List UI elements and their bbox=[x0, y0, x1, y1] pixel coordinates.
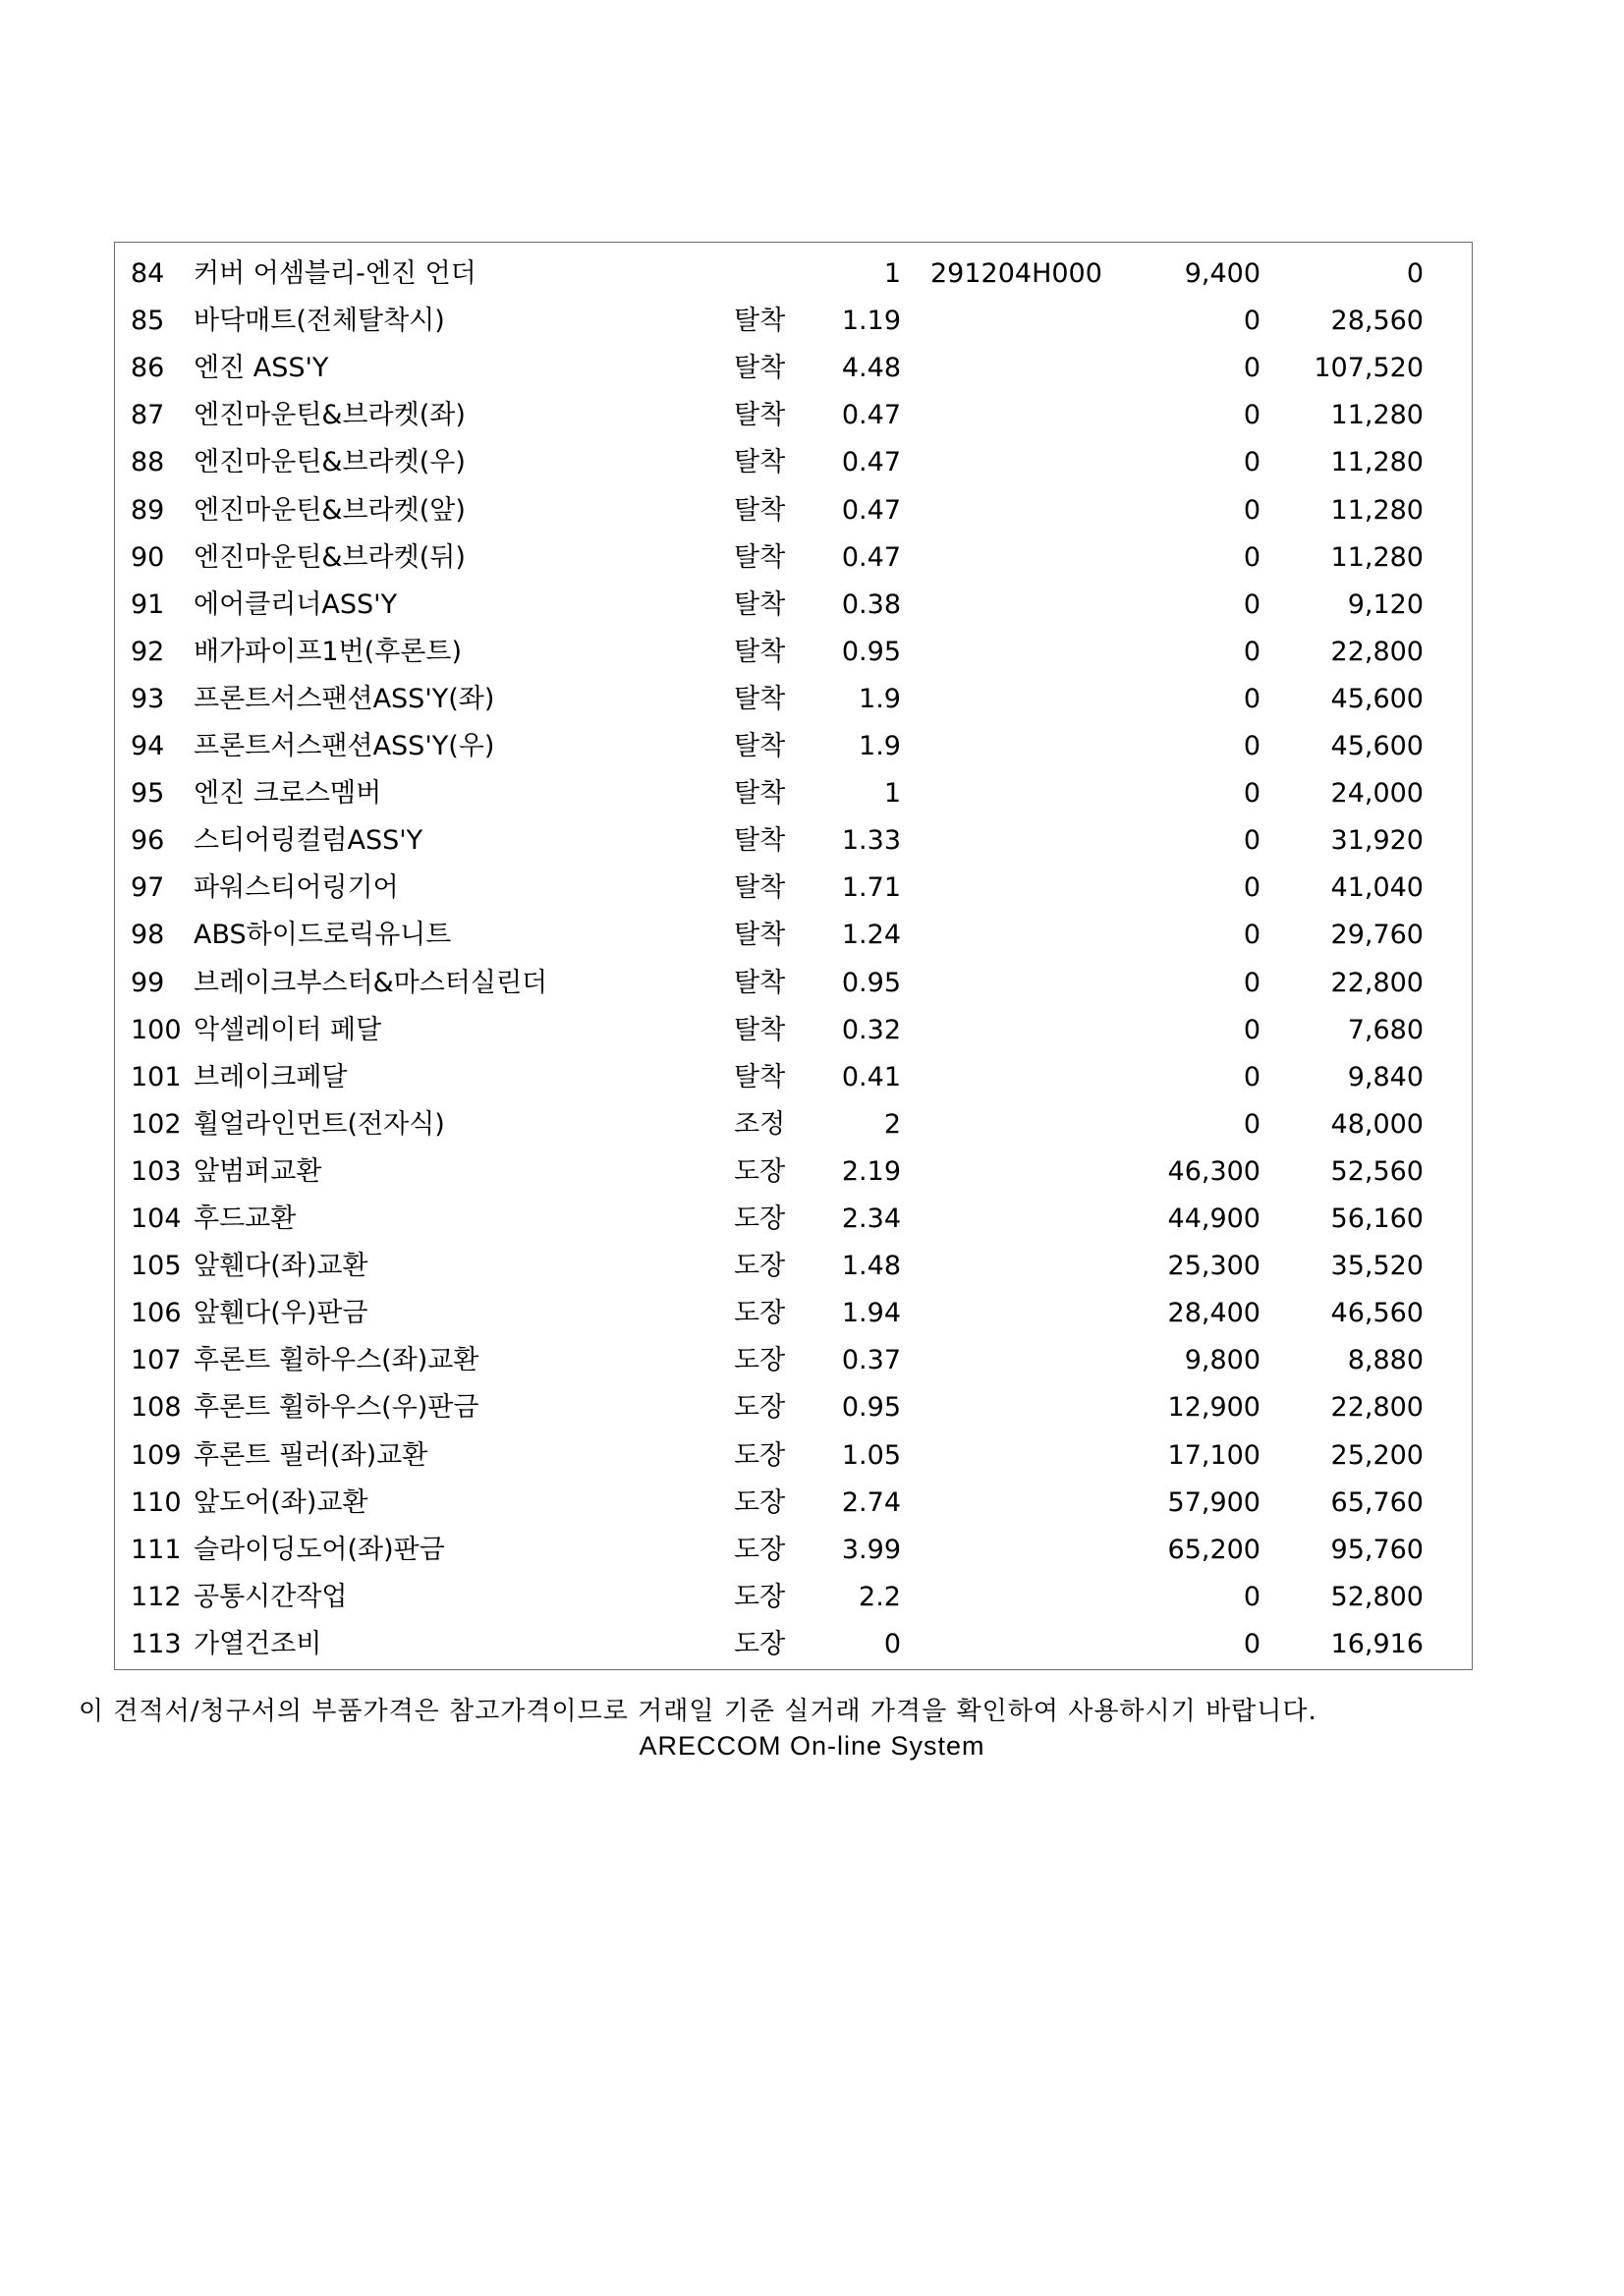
part-code bbox=[930, 1574, 1127, 1621]
part-code bbox=[930, 1196, 1127, 1243]
table-row bbox=[115, 1196, 1474, 1243]
row-number: 86 bbox=[131, 353, 165, 384]
part-price: 0 bbox=[1243, 588, 1260, 620]
part-price: 44,900 bbox=[1167, 1204, 1260, 1234]
part-price: 0 bbox=[1243, 636, 1260, 667]
table-row bbox=[115, 1007, 1474, 1054]
item-name: 브레이크페달 bbox=[194, 1061, 348, 1092]
part-price: 28,400 bbox=[1167, 1298, 1260, 1329]
item-name: 가열건조비 bbox=[194, 1628, 322, 1659]
work-type bbox=[734, 251, 812, 298]
item-name: 스티어링컬럼ASS'Y bbox=[194, 825, 423, 857]
table-row bbox=[115, 1527, 1474, 1574]
labor-cost: 25,200 bbox=[1330, 1439, 1424, 1471]
part-price: 0 bbox=[1243, 400, 1260, 431]
work-type: 탈착 bbox=[734, 683, 786, 714]
table-row bbox=[115, 817, 1474, 865]
work-type: 탈착 bbox=[734, 872, 786, 904]
quantity: 1.24 bbox=[841, 920, 901, 951]
row-number: 89 bbox=[131, 494, 165, 526]
labor-cost: 22,800 bbox=[1330, 636, 1424, 667]
part-price: 0 bbox=[1243, 494, 1260, 526]
table-row bbox=[115, 1243, 1474, 1290]
quantity: 1.71 bbox=[841, 872, 901, 904]
quantity: 1.94 bbox=[841, 1298, 901, 1329]
quantity: 0.47 bbox=[841, 447, 901, 478]
quantity: 1.9 bbox=[859, 731, 901, 761]
table-row bbox=[115, 582, 1474, 629]
part-price: 0 bbox=[1243, 447, 1260, 478]
labor-cost: 56,160 bbox=[1330, 1204, 1424, 1234]
item-name: 앞도어(좌)교환 bbox=[194, 1486, 368, 1518]
part-price: 0 bbox=[1243, 825, 1260, 857]
part-price: 17,100 bbox=[1167, 1439, 1260, 1471]
part-price: 0 bbox=[1243, 920, 1260, 951]
table-row bbox=[115, 629, 1474, 676]
work-type: 탈착 bbox=[734, 1014, 786, 1045]
table-row bbox=[115, 345, 1474, 392]
work-type: 탈착 bbox=[734, 920, 786, 951]
labor-cost: 45,600 bbox=[1330, 683, 1424, 714]
part-code bbox=[930, 865, 1127, 912]
row-number: 109 bbox=[131, 1439, 182, 1471]
part-code bbox=[930, 817, 1127, 865]
quantity: 0.38 bbox=[841, 588, 901, 620]
labor-cost: 11,280 bbox=[1330, 541, 1424, 573]
table-row bbox=[115, 1101, 1474, 1148]
labor-cost: 29,760 bbox=[1330, 920, 1424, 951]
part-price: 9,400 bbox=[1184, 258, 1260, 289]
labor-cost: 41,040 bbox=[1330, 872, 1424, 904]
table-row bbox=[115, 534, 1474, 582]
item-name: 에어클리너ASS'Y bbox=[194, 588, 398, 620]
quantity: 0.95 bbox=[841, 1392, 901, 1424]
labor-cost: 52,560 bbox=[1330, 1155, 1424, 1187]
part-price: 0 bbox=[1243, 353, 1260, 384]
part-price: 0 bbox=[1243, 778, 1260, 810]
part-price: 0 bbox=[1243, 1628, 1260, 1659]
labor-cost: 31,920 bbox=[1330, 825, 1424, 857]
quantity: 0.47 bbox=[841, 494, 901, 526]
table-row bbox=[115, 1574, 1474, 1621]
row-number: 110 bbox=[131, 1486, 182, 1518]
item-name: 엔진 ASS'Y bbox=[194, 353, 329, 384]
work-type: 탈착 bbox=[734, 306, 786, 337]
quantity: 1.9 bbox=[859, 683, 901, 714]
quantity: 1.48 bbox=[841, 1251, 901, 1282]
row-number: 106 bbox=[131, 1298, 182, 1329]
row-number: 84 bbox=[131, 258, 165, 289]
table-row bbox=[115, 723, 1474, 770]
quantity: 1.19 bbox=[841, 306, 901, 337]
work-type: 탈착 bbox=[734, 731, 786, 761]
labor-cost: 28,560 bbox=[1330, 306, 1424, 337]
labor-cost: 35,520 bbox=[1330, 1251, 1424, 1282]
work-type: 도장 bbox=[734, 1628, 786, 1659]
table-row bbox=[115, 439, 1474, 486]
part-price: 9,800 bbox=[1184, 1345, 1260, 1376]
part-code bbox=[930, 1243, 1127, 1290]
part-code bbox=[930, 676, 1127, 723]
item-name: 후드교환 bbox=[194, 1204, 297, 1234]
row-number: 92 bbox=[131, 636, 165, 667]
part-code bbox=[930, 534, 1127, 582]
item-name: 엔진 크로스멤버 bbox=[194, 778, 382, 810]
price-disclaimer: 이 견적서/청구서의 부품가격은 참고가격이므로 거래일 기준 실거래 가격을 확인하여 사용하시기 바랍니다. bbox=[79, 1697, 1317, 1726]
labor-cost: 107,520 bbox=[1314, 353, 1424, 384]
part-code bbox=[930, 960, 1127, 1007]
row-number: 107 bbox=[131, 1345, 182, 1376]
part-code bbox=[930, 487, 1127, 534]
quantity: 2.2 bbox=[859, 1581, 901, 1612]
work-type: 탈착 bbox=[734, 1061, 786, 1092]
quantity: 0 bbox=[883, 1628, 901, 1659]
work-type: 도장 bbox=[734, 1345, 786, 1376]
row-number: 85 bbox=[131, 306, 165, 337]
row-number: 112 bbox=[131, 1581, 182, 1612]
work-type: 도장 bbox=[734, 1581, 786, 1612]
item-name: 앞휀다(우)판금 bbox=[194, 1298, 368, 1329]
part-code bbox=[930, 629, 1127, 676]
quantity: 1 bbox=[883, 778, 901, 810]
quantity: 1.33 bbox=[841, 825, 901, 857]
table-row bbox=[115, 487, 1474, 534]
part-price: 0 bbox=[1243, 731, 1260, 761]
item-name: 브레이크부스터&마스터실린더 bbox=[194, 967, 548, 998]
part-code bbox=[930, 1337, 1127, 1384]
part-price: 0 bbox=[1243, 541, 1260, 573]
row-number: 87 bbox=[131, 400, 165, 431]
table-row bbox=[115, 1337, 1474, 1384]
work-type: 도장 bbox=[734, 1204, 786, 1234]
item-name: 엔진마운틴&브라켓(좌) bbox=[194, 400, 466, 431]
quantity: 2.19 bbox=[841, 1155, 901, 1187]
row-number: 98 bbox=[131, 920, 165, 951]
part-code bbox=[930, 582, 1127, 629]
quantity: 0.47 bbox=[841, 400, 901, 431]
work-type: 탈착 bbox=[734, 400, 786, 431]
part-price: 0 bbox=[1243, 683, 1260, 714]
work-type: 도장 bbox=[734, 1392, 786, 1424]
quantity: 0.95 bbox=[841, 967, 901, 998]
labor-cost: 22,800 bbox=[1330, 1392, 1424, 1424]
table-row bbox=[115, 1054, 1474, 1101]
part-code bbox=[930, 1432, 1127, 1480]
part-price: 0 bbox=[1243, 872, 1260, 904]
labor-cost: 11,280 bbox=[1330, 494, 1424, 526]
row-number: 93 bbox=[131, 683, 165, 714]
labor-cost: 16,916 bbox=[1330, 1628, 1424, 1659]
labor-cost: 46,560 bbox=[1330, 1298, 1424, 1329]
item-name: 후론트 휠하우스(우)판금 bbox=[194, 1392, 479, 1424]
part-price: 0 bbox=[1243, 1061, 1260, 1092]
part-code bbox=[930, 345, 1127, 392]
table-row bbox=[115, 912, 1474, 959]
quantity: 0.41 bbox=[841, 1061, 901, 1092]
row-number: 88 bbox=[131, 447, 165, 478]
item-name: 바닥매트(전체탈착시) bbox=[194, 306, 445, 337]
labor-cost: 45,600 bbox=[1330, 731, 1424, 761]
part-code bbox=[930, 392, 1127, 439]
table-row bbox=[115, 298, 1474, 345]
part-code bbox=[930, 723, 1127, 770]
row-number: 94 bbox=[131, 731, 165, 761]
part-code bbox=[930, 439, 1127, 486]
part-price: 25,300 bbox=[1167, 1251, 1260, 1282]
row-number: 99 bbox=[131, 967, 165, 998]
work-type: 탈착 bbox=[734, 636, 786, 667]
item-name: 파워스티어링기어 bbox=[194, 872, 399, 904]
quantity: 2.74 bbox=[841, 1486, 901, 1518]
part-code bbox=[930, 1384, 1127, 1431]
work-type: 조정 bbox=[734, 1108, 786, 1140]
labor-cost: 11,280 bbox=[1330, 447, 1424, 478]
part-price: 0 bbox=[1243, 1108, 1260, 1140]
part-price: 0 bbox=[1243, 1014, 1260, 1045]
row-number: 90 bbox=[131, 541, 165, 573]
work-type: 탈착 bbox=[734, 353, 786, 384]
item-name: 후론트 필러(좌)교환 bbox=[194, 1439, 428, 1471]
part-price: 57,900 bbox=[1167, 1486, 1260, 1518]
item-name: ABS하이드로릭유니트 bbox=[194, 920, 452, 951]
table-row bbox=[115, 1480, 1474, 1527]
quantity: 4.48 bbox=[841, 353, 901, 384]
row-number: 97 bbox=[131, 872, 165, 904]
row-number: 102 bbox=[131, 1108, 182, 1140]
quantity: 0.95 bbox=[841, 636, 901, 667]
labor-cost: 9,120 bbox=[1347, 588, 1424, 620]
part-code bbox=[930, 298, 1127, 345]
row-number: 95 bbox=[131, 778, 165, 810]
quantity: 1.05 bbox=[841, 1439, 901, 1471]
part-code: 291204H000 bbox=[930, 258, 1102, 289]
item-name: 엔진마운틴&브라켓(우) bbox=[194, 447, 466, 478]
work-type: 탈착 bbox=[734, 825, 786, 857]
part-code bbox=[930, 1480, 1127, 1527]
table-row bbox=[115, 865, 1474, 912]
item-name: 공통시간작업 bbox=[194, 1581, 348, 1612]
table-row bbox=[115, 960, 1474, 1007]
labor-cost: 24,000 bbox=[1330, 778, 1424, 810]
work-type: 도장 bbox=[734, 1534, 786, 1565]
part-price: 0 bbox=[1243, 1581, 1260, 1612]
work-type: 탈착 bbox=[734, 447, 786, 478]
part-code bbox=[930, 1527, 1127, 1574]
table-row bbox=[115, 770, 1474, 817]
part-code bbox=[930, 1621, 1127, 1668]
row-number: 91 bbox=[131, 588, 165, 620]
work-type: 탈착 bbox=[734, 541, 786, 573]
work-type: 탈착 bbox=[734, 588, 786, 620]
part-price: 65,200 bbox=[1167, 1534, 1260, 1565]
row-number: 103 bbox=[131, 1155, 182, 1187]
work-type: 도장 bbox=[734, 1486, 786, 1518]
item-name: 프론트서스팬션ASS'Y(우) bbox=[194, 731, 495, 761]
labor-cost: 0 bbox=[1406, 258, 1424, 289]
part-price: 46,300 bbox=[1167, 1155, 1260, 1187]
work-type: 도장 bbox=[734, 1251, 786, 1282]
labor-cost: 95,760 bbox=[1330, 1534, 1424, 1565]
row-number: 108 bbox=[131, 1392, 182, 1424]
table-row bbox=[115, 1621, 1474, 1668]
labor-cost: 65,760 bbox=[1330, 1486, 1424, 1518]
item-name: 후론트 휠하우스(좌)교환 bbox=[194, 1345, 479, 1376]
row-number: 104 bbox=[131, 1204, 182, 1234]
row-number: 113 bbox=[131, 1628, 182, 1659]
part-code bbox=[930, 1290, 1127, 1337]
table-row bbox=[115, 1148, 1474, 1196]
quantity: 2.34 bbox=[841, 1204, 901, 1234]
part-price: 12,900 bbox=[1167, 1392, 1260, 1424]
quantity: 0.32 bbox=[841, 1014, 901, 1045]
quantity: 0.47 bbox=[841, 541, 901, 573]
item-name: 악셀레이터 페달 bbox=[194, 1014, 382, 1045]
work-type: 도장 bbox=[734, 1155, 786, 1187]
table-row bbox=[115, 1384, 1474, 1431]
estimate-table bbox=[114, 242, 1473, 1670]
item-name: 배가파이프1번(후론트) bbox=[194, 636, 462, 667]
part-code bbox=[930, 1101, 1127, 1148]
quantity: 2 bbox=[883, 1108, 901, 1140]
item-name: 엔진마운틴&브라켓(앞) bbox=[194, 494, 466, 526]
quantity: 1 bbox=[883, 258, 901, 289]
item-name: 앞범퍼교환 bbox=[194, 1155, 322, 1187]
table-row bbox=[115, 392, 1474, 439]
labor-cost: 9,840 bbox=[1347, 1061, 1424, 1092]
row-number: 96 bbox=[131, 825, 165, 857]
part-code bbox=[930, 1148, 1127, 1196]
work-type: 도장 bbox=[734, 1439, 786, 1471]
part-code bbox=[930, 912, 1127, 959]
row-number: 105 bbox=[131, 1251, 182, 1282]
labor-cost: 22,800 bbox=[1330, 967, 1424, 998]
item-name: 앞휀다(좌)교환 bbox=[194, 1251, 368, 1282]
labor-cost: 8,880 bbox=[1347, 1345, 1424, 1376]
item-name: 엔진마운틴&브라켓(뒤) bbox=[194, 541, 466, 573]
labor-cost: 52,800 bbox=[1330, 1581, 1424, 1612]
labor-cost: 48,000 bbox=[1330, 1108, 1424, 1140]
part-price: 0 bbox=[1243, 306, 1260, 337]
row-number: 111 bbox=[131, 1534, 182, 1565]
part-price: 0 bbox=[1243, 967, 1260, 998]
work-type: 탈착 bbox=[734, 778, 786, 810]
quantity: 0.37 bbox=[841, 1345, 901, 1376]
table-row bbox=[115, 676, 1474, 723]
work-type: 도장 bbox=[734, 1298, 786, 1329]
system-name: ARECCOM On-line System bbox=[639, 1731, 985, 1761]
table-row bbox=[115, 251, 1474, 298]
part-code bbox=[930, 1054, 1127, 1101]
item-name: 슬라이딩도어(좌)판금 bbox=[194, 1534, 445, 1565]
item-name: 커버 어셈블리-엔진 언더 bbox=[194, 258, 476, 289]
row-number: 100 bbox=[131, 1014, 182, 1045]
work-type: 탈착 bbox=[734, 967, 786, 998]
item-name: 프론트서스팬션ASS'Y(좌) bbox=[194, 683, 495, 714]
table-row bbox=[115, 1290, 1474, 1337]
part-code bbox=[930, 770, 1127, 817]
table-row bbox=[115, 1432, 1474, 1480]
labor-cost: 7,680 bbox=[1347, 1014, 1424, 1045]
part-code bbox=[930, 1007, 1127, 1054]
work-type: 탈착 bbox=[734, 494, 786, 526]
quantity: 3.99 bbox=[841, 1534, 901, 1565]
labor-cost: 11,280 bbox=[1330, 400, 1424, 431]
item-name: 휠얼라인먼트(전자식) bbox=[194, 1108, 445, 1140]
row-number: 101 bbox=[131, 1061, 182, 1092]
